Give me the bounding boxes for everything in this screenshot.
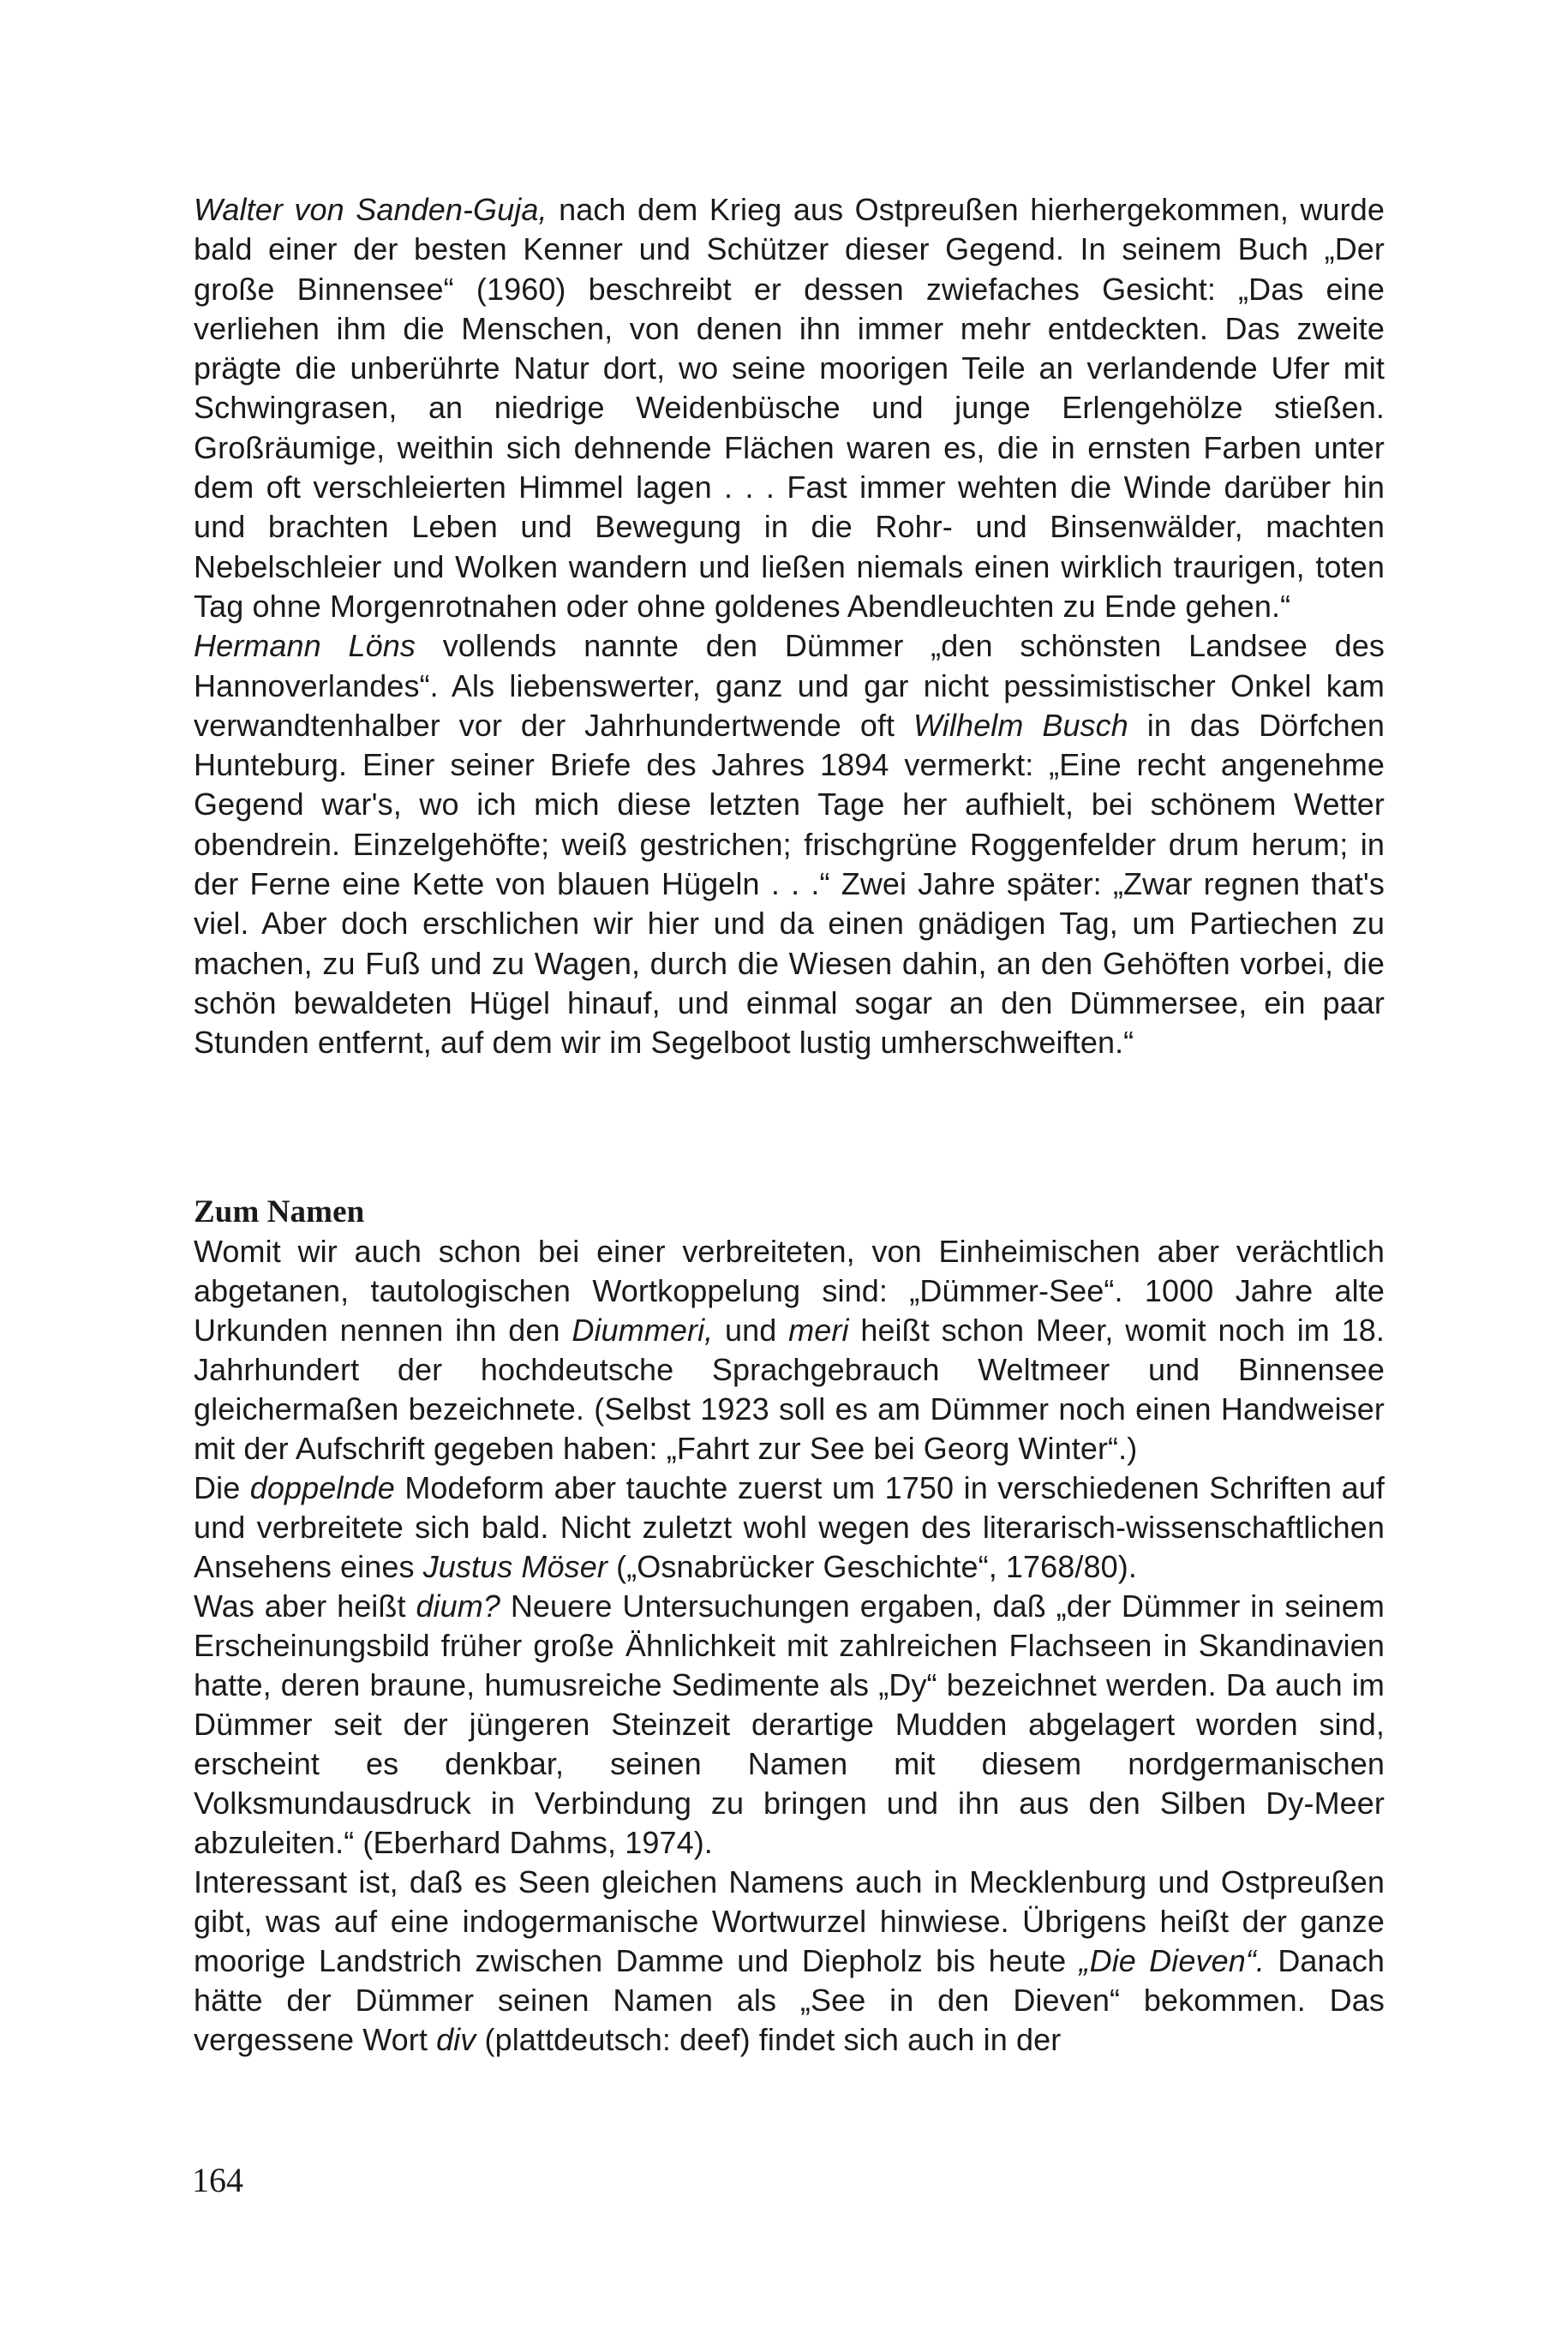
paragraph-dium [194,1587,1385,1863]
term: div [436,2022,476,2057]
term: doppelnde [249,1470,395,1505]
author-name: Wilhelm Busch [913,707,1128,743]
paragraph-text: (plattdeutsch: deef) findet sich auch in der [476,2022,1062,2057]
paragraph-text: in das Dörfchen Hunteburg. Einer seiner Briefe des Jahres 1894 vermerkt: „Eine recht angenehme Gegend war's, wo ich mich diese letzten Tage her aufhielt, bei schönem Wetter obendrein. Einzelgehöfte; weiß gestrichen; frischgrüne Roggenfelder drum herum; in der Ferne eine Kette von blauen Hügeln . . .“ Zwei Jahre später: „Zwar regnen that's viel. Aber doch erschlichen wir hier und da einen gnädigen Tag, um Partiechen zu machen, zu Fuß und zu Wagen, durch die Wiesen dahin, an den Gehöften vorbei, die schön bewaldeten Hügel hinauf, und einmal sogar an den Dümmersee, ein paar Stunden entfernt, auf dem wir im Segelboot lustig umherschweiften.“ [194,707,1385,1061]
author-name: Justus Möser [422,1549,607,1584]
paragraph-text: („Osnabrücker Geschichte“, 1768/80). [607,1549,1137,1584]
paragraph-text: Was aber heißt [194,1588,416,1624]
paragraph-text: Womit wir auch schon bei einer verbreiteten, von Einheimischen aber verächtlich abgetanen, tautologischen Wortkoppelung sind: „Dümmer-See“. 1000 Jahre alte Urkunden nennen ihn den [194,1234,1385,1348]
term: meri [788,1313,849,1348]
page-number: 164 [192,2161,243,2199]
term: „Die Dieven“. [1079,1943,1266,1978]
paragraph-tautology [194,1232,1385,1469]
paragraph-text: und [713,1313,789,1348]
section-lake-descriptions [194,190,1385,1063]
term: Diummeri, [572,1313,714,1348]
paragraph-loens-busch [194,626,1385,1062]
paragraph-text: nach dem Krieg aus Ostpreußen hierhergekommen, wurde bald einer der besten Kenner und Schützer dieser Gegend. In seinem Buch „Der große Binnensee“ (1960) beschreibt er dessen zwiefaches Gesicht: „Das eine verliehen ihm die Menschen, von denen ihn immer mehr entdeckten. Das zweite prägte die unberührte Natur dort, wo seine moorigen Teile an verlandende Ufer mit Schwingrasen, an niedrige Weidenbüsche und junge Erlengehölze stießen. Großräumige, weithin sich dehnende Flächen waren es, die in ernsten Farben unter dem oft verschleierten Himmel lagen . . . Fast immer wehten die Winde darüber hin und brachten Leben und Bewegung in die Rohr- und Binsenwälder, machten Nebelschleier und Wolken wandern und ließen niemals einen wirklich traurigen, toten Tag ohne Morgenrotnahen oder ohne goldenes Abendleuchten zu Ende gehen.“ [194,192,1385,624]
paragraph-sanden-guja [194,190,1385,626]
term: dium? [416,1588,500,1624]
author-name: Hermann Löns [194,628,416,664]
paragraph-text: Modeform aber tauchte zuerst um 1750 in verschiedenen Schriften auf und verbreitete sich bald. Nicht zuletzt wohl wegen des literarisch-wissenschaftlichen Ansehens eines [194,1470,1385,1584]
paragraph-dieven [194,1863,1385,2060]
paragraph-text: Neuere Untersuchungen ergaben, daß „der Dümmer in seinem Erscheinungsbild früher große Ähnlichkeit mit zahlreichen Flachseen in Skandinavien hatte, deren braune, humusreiche Sedimente als „Dy“ bezeichnet werden. Da auch im Dümmer seit der jüngeren Steinzeit derartige Mudden abgelagert worden sind, erscheint es denkbar, seinen Namen mit diesem nordgermanischen Volksmundausdruck in Verbindung zu bringen und ihn aus den Silben Dy-Meer abzuleiten.“ (Eberhard Dahms, 1974). [194,1588,1385,1860]
section-zum-namen [194,1193,1385,2060]
section-heading: Zum Namen [194,1194,365,1229]
paragraph-text: Danach hätte der Dümmer seinen Namen als „See in den Dieven“ bekommen. Das vergessene Wort [194,1943,1385,2057]
author-name: Walter von Sanden-Guja, [194,192,548,227]
paragraph-modeform [194,1469,1385,1587]
paragraph-text: heißt schon Meer, womit noch im 18. Jahrhundert der hochdeutsche Sprachgebrauch Weltmeer und Binnensee gleichermaßen bezeichnete. (Selbst 1923 soll es am Dümmer noch einen Handweiser mit der Aufschrift gegeben haben: „Fahrt zur See bei Georg Winter“.) [194,1313,1385,1466]
paragraph-text: vollends nannte den Dümmer „den schönsten Landsee des Hannoverlandes“. Als liebenswerter, ganz und gar nicht pessimistischer Onkel kam verwandtenhalber vor der Jahrhundertwende oft [194,628,1385,743]
paragraph-text: Interessant ist, daß es Seen gleichen Namens auch in Mecklenburg und Ostpreußen gibt, was auf eine indogermanische Wortwurzel hinwiese. Übrigens heißt der ganze moorige Landstrich zwischen Damme und Diepholz bis heute [194,1864,1385,1978]
paragraph-text: Die [194,1470,250,1505]
